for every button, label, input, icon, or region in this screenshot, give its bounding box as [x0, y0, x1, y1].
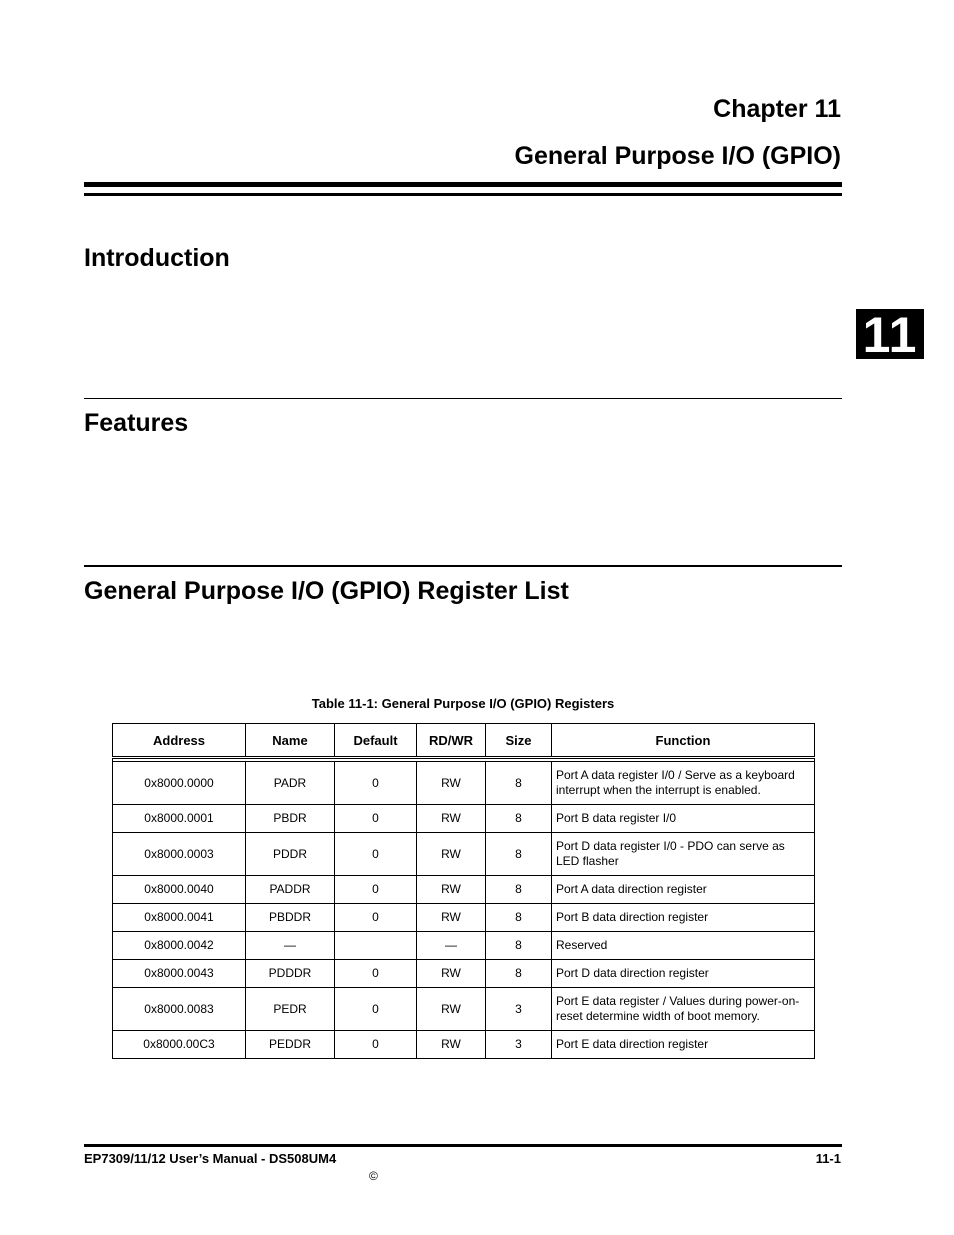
- cell-address: 0x8000.0000: [113, 762, 246, 805]
- table-row: [113, 833, 815, 876]
- table-header-row: [113, 724, 815, 758]
- cell-name: PDDR: [246, 833, 335, 876]
- cell-name: PADR: [246, 762, 335, 805]
- cell-default: 0: [335, 762, 417, 805]
- copyright-symbol: ©: [369, 1169, 378, 1183]
- cell-address: 0x8000.0042: [113, 932, 246, 960]
- cell-size: 8: [486, 762, 552, 805]
- footer-page-number: 11-1: [815, 1151, 841, 1166]
- cell-name: PADDR: [246, 876, 335, 904]
- column-header-size: Size: [486, 724, 552, 758]
- table-row: [113, 932, 815, 960]
- cell-function: Port B data register I/0: [552, 805, 815, 833]
- footer-manual-title: EP7309/11/12 User’s Manual - DS508UM4: [84, 1151, 337, 1166]
- section-heading-introduction: Introduction: [84, 244, 230, 272]
- cell-name: —: [246, 932, 335, 960]
- cell-rdwr: RW: [417, 988, 486, 1031]
- cell-rdwr: RW: [417, 1031, 486, 1059]
- cell-function: Port D data register I/0 - PDO can serve as LED flasher: [552, 833, 815, 876]
- cell-size: 3: [486, 988, 552, 1031]
- cell-name: PBDR: [246, 805, 335, 833]
- cell-address: 0x8000.0043: [113, 960, 246, 988]
- cell-address: 0x8000.0001: [113, 805, 246, 833]
- table-row: [113, 1031, 815, 1059]
- cell-default: 0: [335, 876, 417, 904]
- cell-address: 0x8000.0083: [113, 988, 246, 1031]
- section-heading-features: Features: [84, 409, 189, 437]
- cell-address: 0x8000.0003: [113, 833, 246, 876]
- cell-name: PDDDR: [246, 960, 335, 988]
- cell-rdwr: RW: [417, 904, 486, 932]
- cell-function: Reserved: [552, 932, 815, 960]
- cell-address: 0x8000.00C3: [113, 1031, 246, 1059]
- column-header-rdwr: RD/WR: [417, 724, 486, 758]
- cell-default: 0: [335, 833, 417, 876]
- register-table: [112, 723, 815, 1059]
- table-row: [113, 960, 815, 988]
- header-rule-thin: [84, 193, 842, 196]
- table-row: [113, 876, 815, 904]
- chapter-number: Chapter 11: [713, 95, 841, 123]
- cell-name: PBDDR: [246, 904, 335, 932]
- table-row: [113, 805, 815, 833]
- cell-default: [335, 932, 417, 960]
- cell-size: 8: [486, 904, 552, 932]
- column-header-default: Default: [335, 724, 417, 758]
- cell-rdwr: RW: [417, 833, 486, 876]
- cell-default: 0: [335, 805, 417, 833]
- column-header-name: Name: [246, 724, 335, 758]
- table-row: [113, 904, 815, 932]
- cell-function: Port A data register I/0 / Serve as a keyboard interrupt when the interrupt is enabled.: [552, 762, 815, 805]
- cell-rdwr: RW: [417, 762, 486, 805]
- cell-size: 8: [486, 876, 552, 904]
- cell-default: 0: [335, 960, 417, 988]
- cell-rdwr: RW: [417, 876, 486, 904]
- header-rule-thick: [84, 182, 842, 187]
- cell-default: 0: [335, 988, 417, 1031]
- cell-rdwr: RW: [417, 960, 486, 988]
- cell-size: 8: [486, 932, 552, 960]
- table-row: [113, 762, 815, 805]
- table-caption: Table 11-1: General Purpose I/O (GPIO) Registers: [311, 696, 615, 711]
- cell-size: 3: [486, 1031, 552, 1059]
- chapter-title: General Purpose I/O (GPIO): [514, 142, 841, 170]
- cell-rdwr: RW: [417, 805, 486, 833]
- cell-size: 8: [486, 960, 552, 988]
- cell-address: 0x8000.0041: [113, 904, 246, 932]
- cell-default: 0: [335, 1031, 417, 1059]
- column-header-address: Address: [113, 724, 246, 758]
- chapter-tab: 11: [856, 309, 924, 359]
- cell-function: Port A data direction register: [552, 876, 815, 904]
- cell-function: Port B data direction register: [552, 904, 815, 932]
- cell-default: 0: [335, 904, 417, 932]
- column-header-function: Function: [552, 724, 815, 758]
- cell-size: 8: [486, 805, 552, 833]
- cell-address: 0x8000.0040: [113, 876, 246, 904]
- footer-rule: [84, 1144, 842, 1147]
- section-divider: [84, 398, 842, 399]
- cell-function: Port E data direction register: [552, 1031, 815, 1059]
- section-divider: [84, 565, 842, 567]
- cell-function: Port E data register / Values during power-on-reset determine width of boot memory.: [552, 988, 815, 1031]
- section-heading-register-list: General Purpose I/O (GPIO) Register List: [84, 577, 569, 605]
- table-row: [113, 988, 815, 1031]
- cell-function: Port D data direction register: [552, 960, 815, 988]
- cell-size: 8: [486, 833, 552, 876]
- cell-name: PEDR: [246, 988, 335, 1031]
- cell-name: PEDDR: [246, 1031, 335, 1059]
- cell-rdwr: —: [417, 932, 486, 960]
